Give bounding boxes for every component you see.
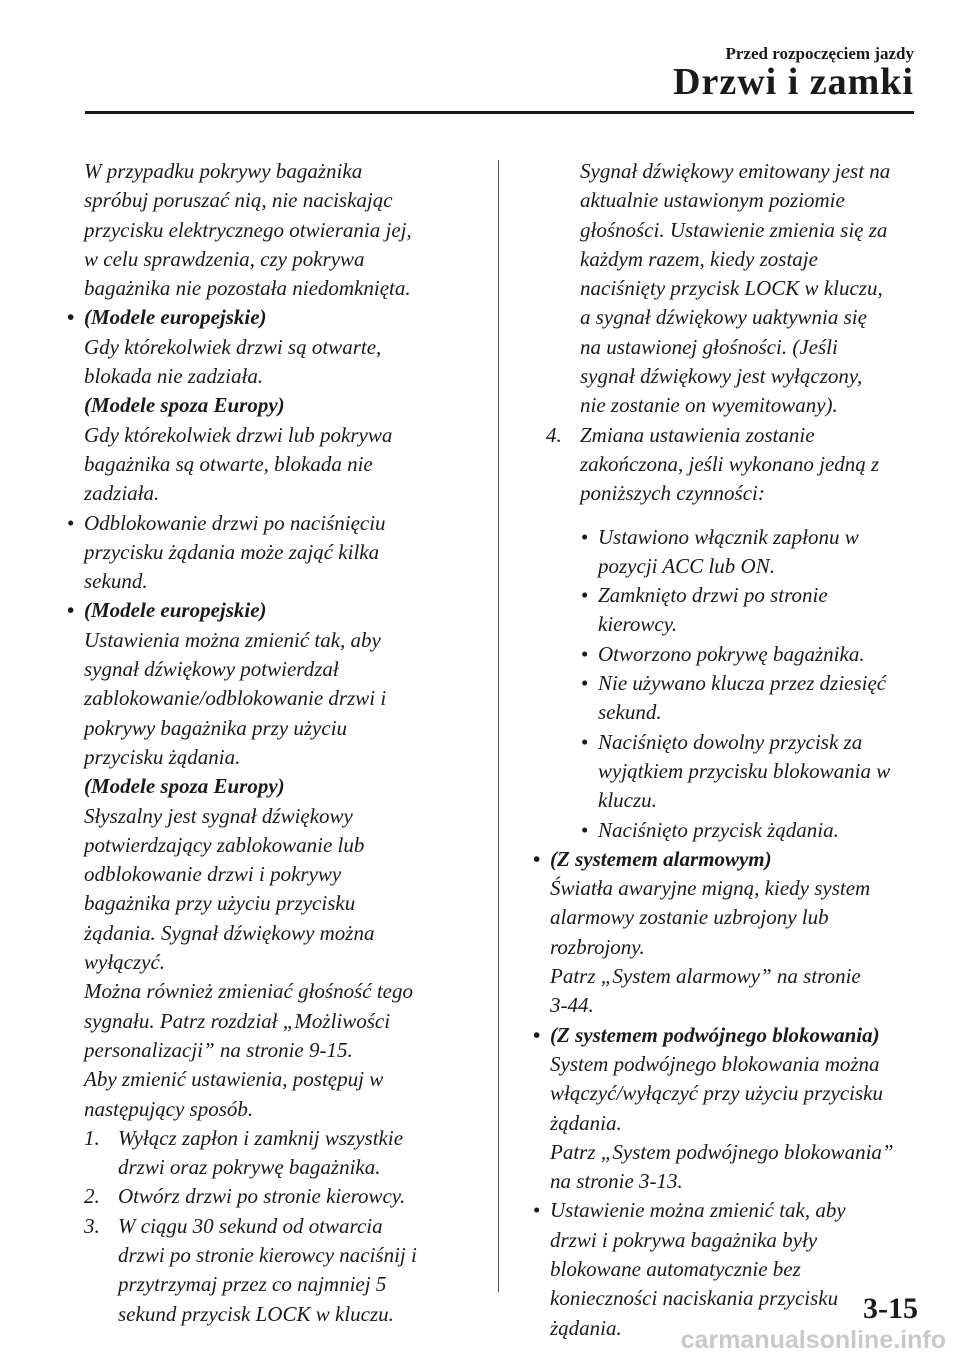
text-line: przytrzymaj przez co najmniej 5 [118,1272,387,1297]
intro-paragraph [84,157,480,303]
text-line: wyjątkiem przycisku blokowania w [598,758,891,783]
text-line: przycisku żądania. [84,744,241,769]
bullet-icon: • [581,729,589,754]
text-line: przycisku żądania może zająć kilka [84,539,380,564]
page-number: 3-15 [863,1292,918,1325]
text-line: żądania. Sygnał dźwiękowy można [84,920,375,945]
text-line: Otworzono pokrywę bagażnika. [598,641,865,666]
section-subtitle: Przed rozpoczęciem jazdy [725,44,914,63]
left-column [67,157,480,1329]
text-line: Wyłącz zapłon i zamknij wszystkie [118,1125,404,1150]
text-line: Gdy którekolwiek drzwi lub pokrywa [84,422,393,447]
text-line: blokada nie zadziała. [84,364,264,389]
text-line: sygnał dźwiękowy potwierdzał [84,657,339,682]
text-line: sekund przycisk LOCK w kluczu. [118,1301,394,1326]
text-line: bagażnika są otwarte, blokada nie [84,451,373,476]
text-line: włączyć/wyłączyć przy użyciu przycisku [550,1081,883,1106]
text-line: Sygnał dźwiękowy emitowany jest na [580,159,891,183]
text-line: zablokowanie/odblokowanie drzwi i [84,686,387,711]
text-line: głośności. Ustawienie zmienia się za [580,217,888,242]
text-line: Nie używano klucza przez dziesięć [598,671,887,696]
text-line: aktualnie ustawionym poziomie [580,188,845,213]
model-heading: (Z systemem alarmowym) [550,846,772,871]
text-line: Gdy którekolwiek drzwi są otwarte, [84,334,382,359]
text-line: kierowcy. [598,612,678,637]
text-line: odblokowanie drzwi i pokrywy [84,862,342,887]
text-line: wyłączyć. [84,950,166,975]
text-line: przycisku elektrycznego otwierania jej, [84,217,412,242]
numbered-steps [84,1124,480,1329]
text-line: Zamknięto drzwi po stronie [598,583,828,608]
text-line: a sygnał dźwiękowy uaktywnia się [580,305,867,330]
bullet-icon: • [581,671,589,696]
text-line: W przypadku pokrywy bagażnika [84,159,363,183]
text-line: sygnał dźwiękowy jest wyłączony, [580,364,863,389]
text-line: Światła awaryjne migną, kiedy system [550,876,871,901]
continued-paragraph [528,157,928,421]
text-line: naciśnięty przycisk LOCK w kluczu, [580,276,883,301]
text-line: drzwi i pokrywa bagażnika były [550,1227,818,1252]
text-line: potwierdzający zablokowanie lub [84,832,365,857]
step-number: 3. [84,1213,100,1238]
model-heading: (Modele europejskie) [84,305,267,330]
bullet-item [528,845,928,1021]
bullet-item [67,596,480,1123]
text-line: spróbuj poruszać nią, nie naciskając [84,188,393,213]
bullet-icon: • [581,583,589,608]
text-line: System podwójnego blokowania można [550,1051,880,1076]
bullet-item [67,303,480,508]
text-line: Zmiana ustawienia zostanie [580,422,815,447]
text-line: blokowane automatycznie bez [550,1256,801,1281]
bullet-item [67,509,480,597]
text-line: Odblokowanie drzwi po naciśnięciu [84,510,386,535]
text-line: żądania. [550,1315,622,1340]
cross-reference: na stronie 3-13. [550,1169,683,1194]
cross-reference: 3-44. [550,993,594,1018]
column-divider [498,160,499,1292]
text-line: Ustawienie można zmienić tak, aby [550,1198,846,1223]
text-line: konieczności naciskania przycisku [550,1286,839,1311]
step-number: 4. [546,422,562,447]
text-line: Można również zmieniać głośność tego [84,979,413,1004]
text-line: zadziała. [84,481,160,506]
text-line: W ciągu 30 sekund od otwarcia [118,1213,383,1238]
model-heading: (Z systemem podwójnego blokowania) [550,1022,880,1047]
step-number: 2. [84,1184,100,1209]
text-line: Naciśnięto przycisk żądania. [598,817,839,842]
model-heading: (Modele europejskie) [84,598,267,623]
bullet-icon: • [581,817,589,842]
text-line: na ustawionej głośności. (Jeśli [580,334,838,359]
text-line: rozbrojony. [550,934,645,959]
text-line: drzwi po stronie kierowcy naciśnij i [118,1242,417,1267]
spacer [528,509,928,523]
text-line: personalizacji” na stronie 9-15. [84,1037,353,1062]
model-heading: (Modele spoza Europy) [84,774,285,799]
text-line: zakończona, jeśli wykonano jedną z [580,451,880,476]
model-heading: (Modele spoza Europy) [84,393,285,418]
step-number: 1. [84,1125,100,1150]
bullet-item [528,1021,928,1197]
numbered-step [528,421,928,509]
text-line: sekund. [84,569,148,594]
bullet-icon: • [533,1022,541,1047]
bullet-icon: • [67,305,75,330]
text-line: sekund. [598,700,662,725]
section-title: Drzwi i zamki [673,61,914,103]
bullet-icon: • [533,846,541,871]
text-line: sygnału. Patrz rozdział „Możliwości [84,1008,391,1033]
text-line: pokrywy bagażnika przy użyciu [84,715,348,740]
text-line: następujący sposób. [84,1096,254,1121]
bullet-icon: • [533,1198,541,1223]
bullet-icon: • [581,524,589,549]
cross-reference: Patrz „System podwójnego blokowania” [550,1139,894,1164]
text-line: żądania. [550,1110,622,1135]
bullet-icon: • [581,641,589,666]
text-line: każdym razem, kiedy zostaje [580,246,818,271]
bullet-icon: • [67,510,75,535]
cross-reference: Patrz „System alarmowy” na stronie [550,964,861,989]
text-line: kluczu. [598,788,657,813]
text-line: pozycji ACC lub ON. [598,553,775,578]
text-line: Aby zmienić ustawienia, postępuj w [84,1067,384,1092]
sub-bullet-list [528,523,928,845]
right-column [528,157,928,1343]
text-line: bagażnika nie pozostała niedomknięta. [84,276,411,301]
text-line: w celu sprawdzenia, czy pokrywa [84,246,365,271]
text-line: drzwi oraz pokrywę bagażnika. [118,1155,381,1180]
footer-watermark: carmanualsonline.info [680,1326,946,1354]
text-line: Naciśnięto dowolny przycisk za [598,729,863,754]
header-rule [85,111,914,114]
text-line: Otwórz drzwi po stronie kierowcy. [118,1184,406,1209]
bullet-icon: • [67,598,75,623]
text-line: alarmowy zostanie uzbrojony lub [550,905,829,930]
text-line: Ustawienia można zmienić tak, aby [84,627,381,652]
text-line: poniższych czynności: [580,481,765,506]
text-line: bagażnika przy użyciu przycisku [84,891,356,916]
text-line: nie zostanie on wyemitowany). [580,393,838,418]
text-line: Słyszalny jest sygnał dźwiękowy [84,803,353,828]
text-line: Ustawiono włącznik zapłonu w [598,524,859,549]
